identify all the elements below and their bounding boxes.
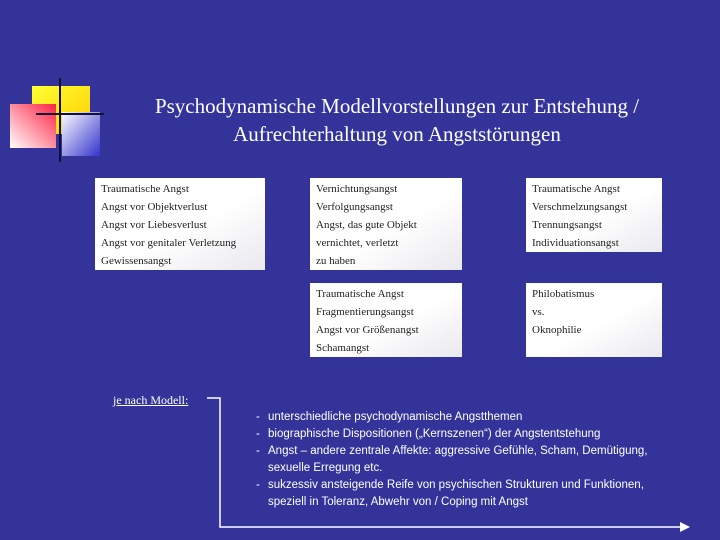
box-line: Angst, das gute Objekt xyxy=(316,219,417,231)
box-line: zu haben xyxy=(316,255,356,267)
bullet-text: sukzessiv ansteigende Reife von psychischen Strukturen und Funktionen, speziell in Toleranz, Abwehr von / Coping mit Angst xyxy=(268,479,644,508)
bullet-item xyxy=(256,477,676,511)
box-line: Angst vor Objektverlust xyxy=(101,201,208,213)
bullet-dash: - xyxy=(256,479,260,491)
logo-red-square xyxy=(10,104,56,148)
anxiety-box-3 xyxy=(526,178,662,252)
model-label-colon: : xyxy=(184,393,189,407)
box-line: Trennungsangst xyxy=(532,219,602,231)
box-line: Philobatismus xyxy=(532,288,595,300)
bullet-text: Angst – andere zentrale Affekte: aggressive Gefühle, Scham, Demütigung, sexuelle Erregung etc. xyxy=(268,445,648,474)
bullet-item xyxy=(256,426,676,443)
bullet-list xyxy=(256,409,676,511)
bullet-item xyxy=(256,443,676,477)
bullet-text: unterschiedliche psychodynamische Angstthemen xyxy=(268,411,523,423)
box-line: vernichtet, verletzt xyxy=(316,237,399,249)
box-line: Oknophilie xyxy=(532,324,582,336)
box-line: Traumatische Angst xyxy=(101,183,189,195)
anxiety-box-4 xyxy=(310,283,462,357)
box-line: Verschmelzungsangst xyxy=(532,201,628,213)
box-line: Angst vor genitaler Verletzung xyxy=(101,237,237,249)
anxiety-box-5 xyxy=(526,283,662,357)
bullet-text: biographische Dispositionen („Kernszenen“) der Angstentstehung xyxy=(268,428,601,440)
bullet-dash: - xyxy=(256,445,260,457)
anxiety-box-1 xyxy=(95,178,265,270)
model-label xyxy=(113,393,188,408)
box-line: Verfolgungsangst xyxy=(316,201,393,213)
box-line: Angst vor Größenangst xyxy=(316,324,419,336)
bullet-dash: - xyxy=(256,411,260,423)
slide-title xyxy=(92,92,702,148)
arrow-head xyxy=(680,522,690,532)
bullet-dash: - xyxy=(256,428,260,440)
box-line: Fragmentierungsangst xyxy=(316,306,414,318)
box-line: Traumatische Angst xyxy=(532,183,620,195)
box-line: vs. xyxy=(532,306,545,318)
anxiety-box-2 xyxy=(310,178,462,270)
box-line: Individuationsangst xyxy=(532,237,619,249)
bullet-item xyxy=(256,409,676,426)
title-line-2: Aufrechterhaltung von Angststörungen xyxy=(233,122,561,147)
box-line: Angst vor Liebesverlust xyxy=(101,219,207,231)
box-line: Traumatische Angst xyxy=(316,288,404,300)
box-line: Schamangst xyxy=(316,342,370,354)
box-line: Gewissensangst xyxy=(101,255,172,267)
box-line: Vernichtungsangst xyxy=(316,183,398,195)
model-label-text: je nach Modell xyxy=(113,393,185,407)
title-line-1: Psychodynamische Modellvorstellungen zur Entstehung / xyxy=(154,94,640,119)
